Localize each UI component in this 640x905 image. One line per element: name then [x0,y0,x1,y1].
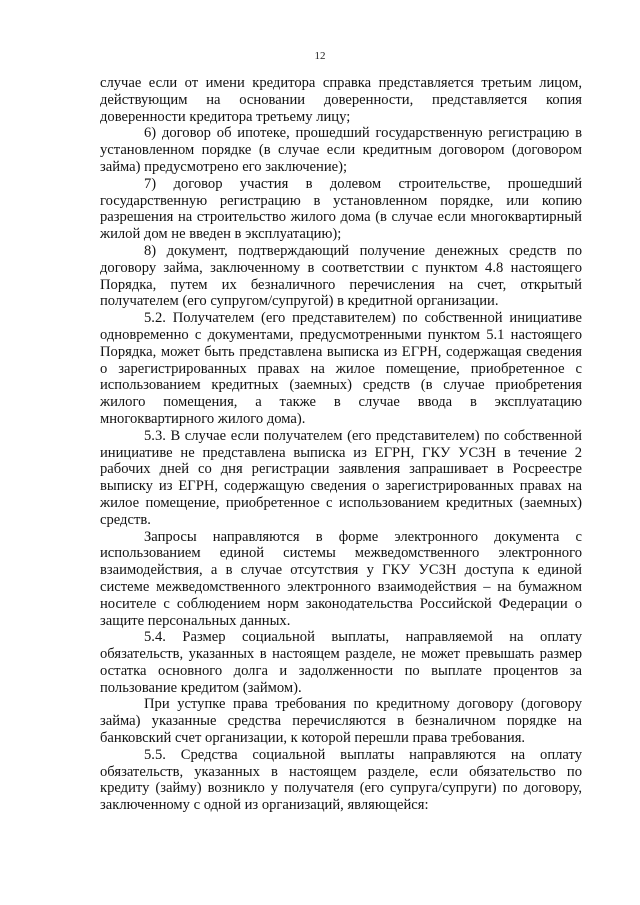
paragraph: Запросы направляются в форме электронного документа с использованием единой системы межведомственного электронного взаимодействия, а в случае отсутствия у ГКУ УСЗН доступа к единой системе межведомственного электронного взаимодействия – на бумажном носителе с соблюдением норм законодательства Российской Федерации о защите персональных данных. [100,528,582,629]
paragraph: 5.5. Средства социальной выплаты направляются на оплату обязательств, указанных в настоящем разделе, если обязательство по кредиту (займу) возникло у получателя (его супруга/супруги) по договору, заключенному с одной из организаций, являющейся: [100,746,582,814]
paragraph: случае если от имени кредитора справка представляется третьим лицом, действующим на основании доверенности, представляется копия доверенности кредитора третьему лицу; [100,75,582,125]
paragraph: 7) договор участия в долевом строительстве, прошедший государственную регистрацию в установленном порядке, или копию разрешения на строительство жилого дома (в случае если многоквартирный жилой дом не введен в эксплуатацию); [100,175,582,243]
document-body [100,75,582,814]
paragraph: 5.4. Размер социальной выплаты, направляемой на оплату обязательств, указанных в настоящем разделе, не может превышать размер остатка основного долга и задолженности по выплате процентов за пользование кредитом (займом). [100,629,582,696]
page-number: 12 [314,50,326,62]
paragraph: 5.2. Получателем (его представителем) по собственной инициативе одновременно с документами, предусмотренными пунктом 5.1 настоящего Порядка, может быть представлена выписка из ЕГРН, содержащая сведения о зарегистрированных правах на жилое помещение, приобретенное с использованием кредитных (заемных) средств (в случае приобретения жилого помещения, а также в случае ввода в эксплуатацию многоквартирного жилого дома). [100,310,582,427]
paragraph: 5.3. В случае если получателем (его представителем) по собственной инициативе не представлена выписка из ЕГРН, ГКУ УСЗН в течение 2 рабочих дней со дня регистрации заявления запрашивает в Росреестре выписку из ЕГРН, содержащую сведения о зарегистрированных правах на жилое помещение, приобретенное с использованием кредитных (заемных) средств. [100,427,582,528]
paragraph: При уступке права требования по кредитному договору (договору займа) указанные средства перечисляются в безналичном порядке на банковский счет организации, к которой перешли права требования. [100,696,582,747]
paragraph: 6) договор об ипотеке, прошедший государственную регистрацию в установленном порядке (в случае если кредитным договором (договором займа) предусмотрено его заключение); [100,125,582,175]
paragraph: 8) документ, подтверждающий получение денежных средств по договору займа, заключенному в соответствии с пунктом 4.8 настоящего Порядка, путем их безналичного перечисления на счет, открытый получателем (его супругом/супругой) в кредитной организации. [100,242,582,310]
